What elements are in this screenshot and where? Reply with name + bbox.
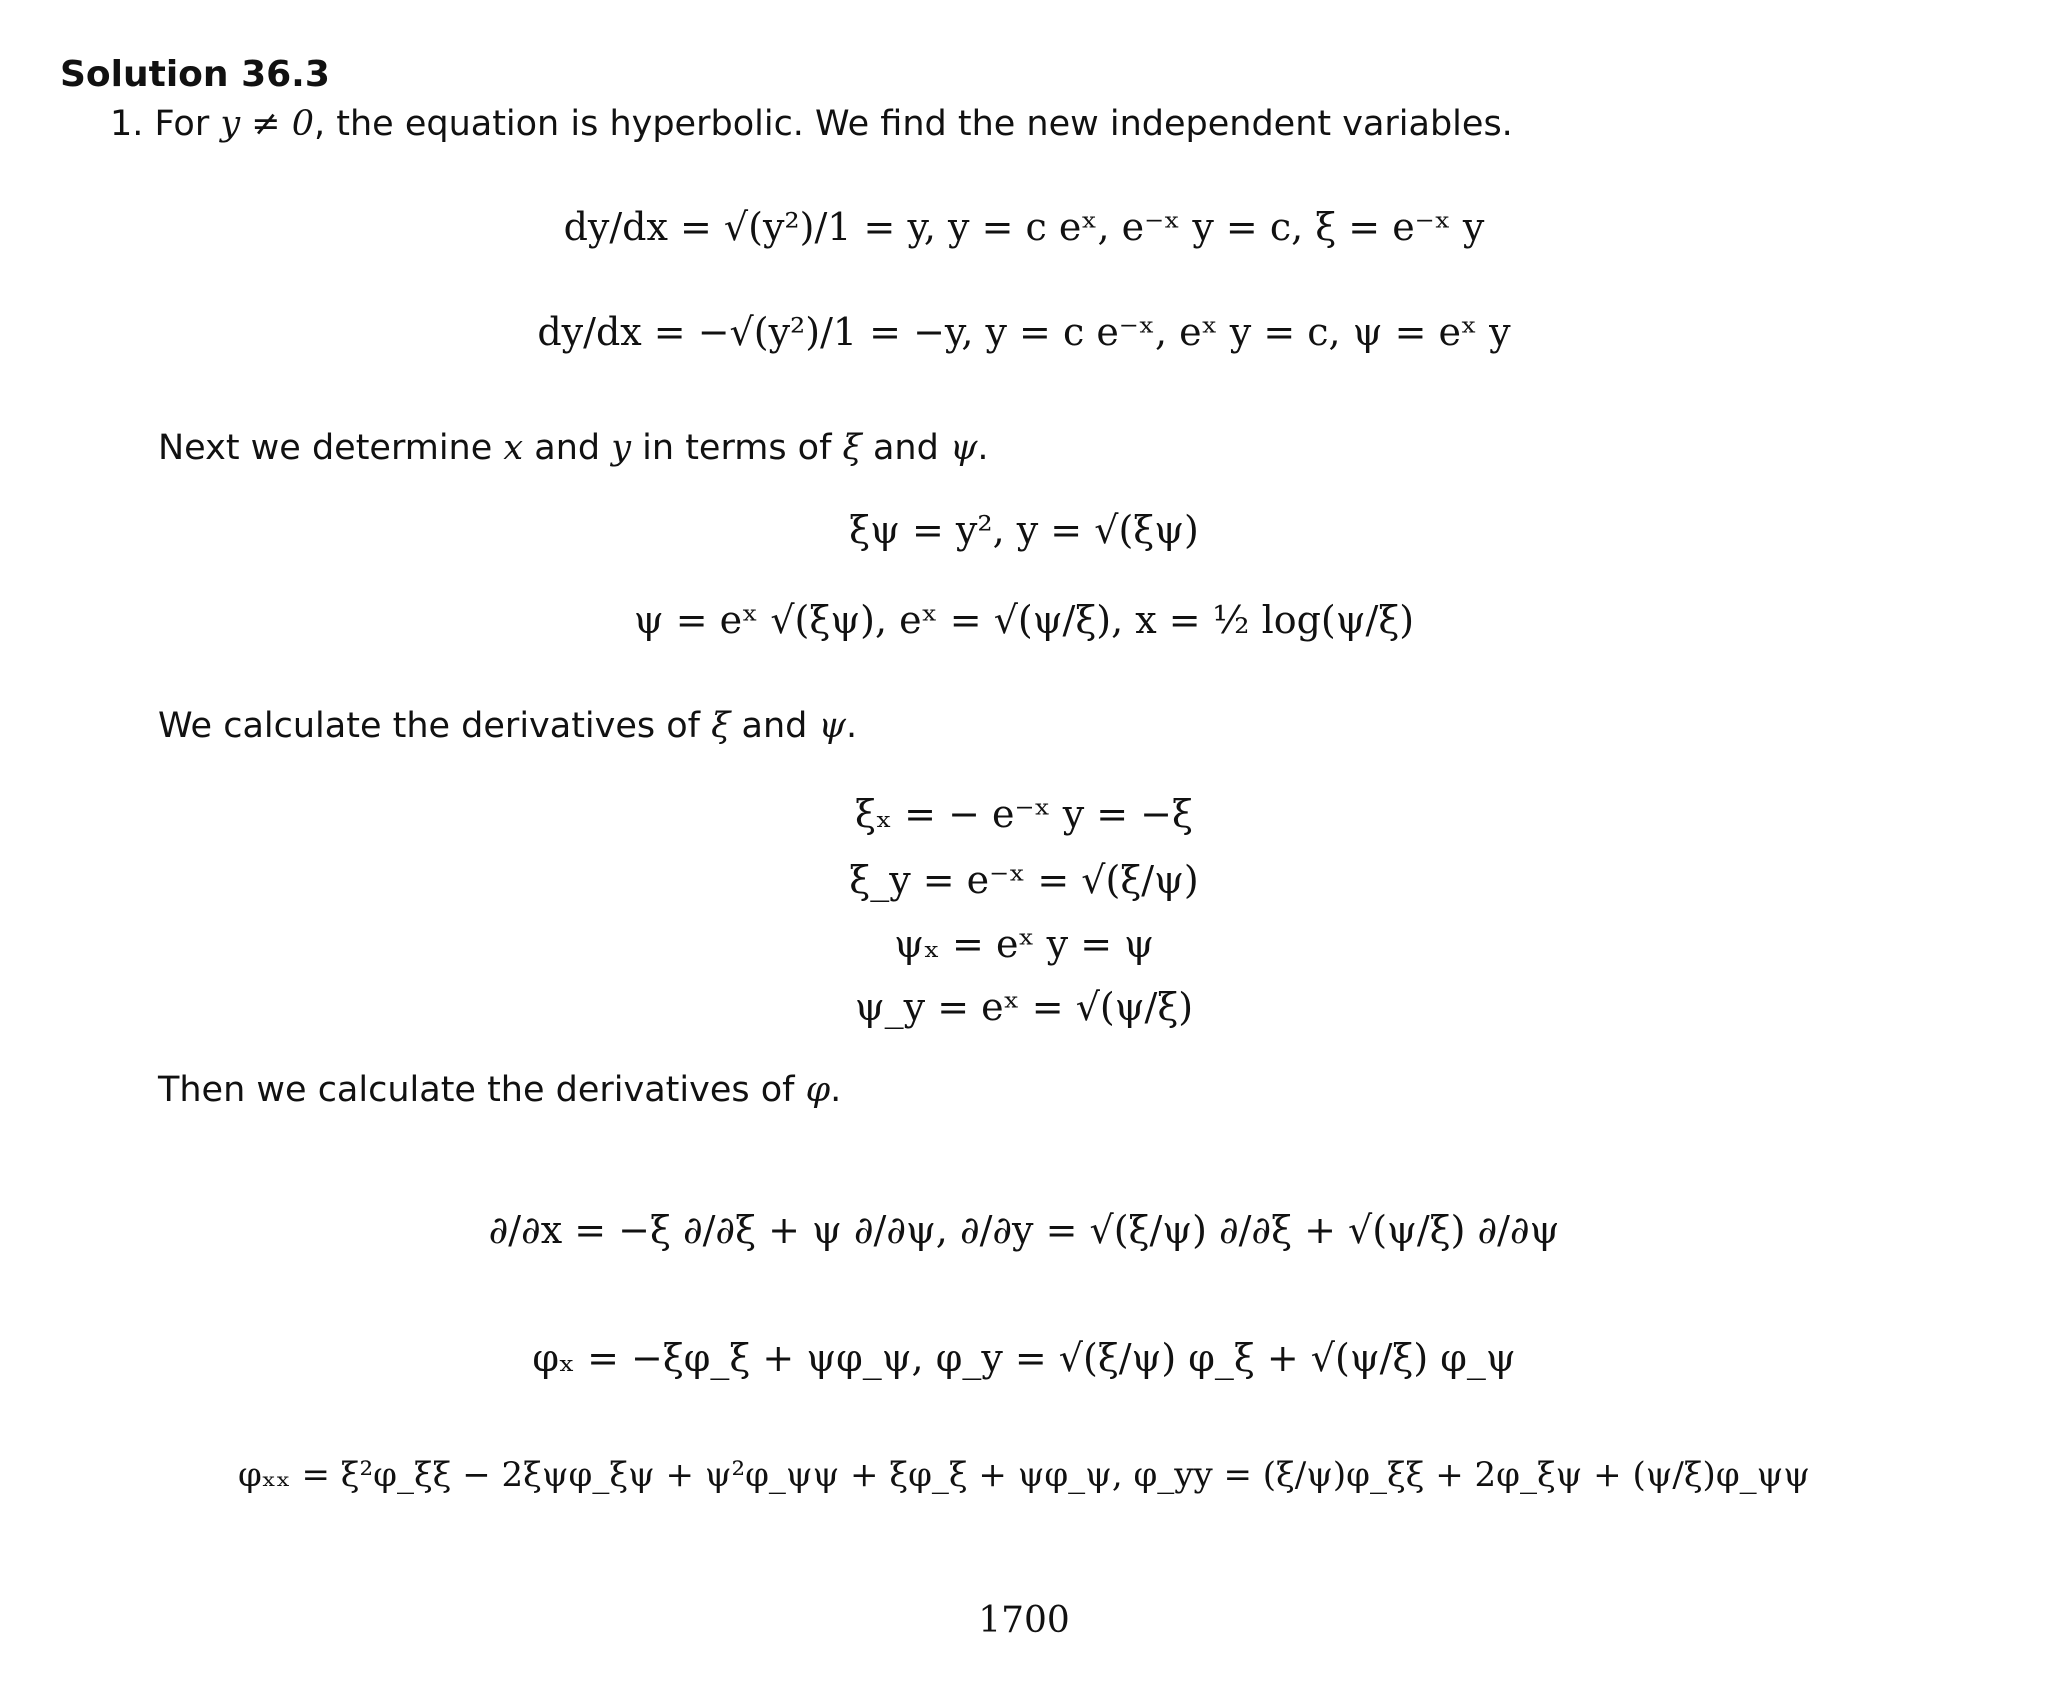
deriv-eq-2: ξ_y = e⁻ˣ = √(ξ/ψ)	[849, 858, 1199, 902]
operator-eq-3: φₓₓ = ξ²φ_ξξ − 2ξψφ_ξψ + ψ²φ_ψψ + ξφ_ξ + ψφ_ψ, φ_yy = (ξ/ψ)φ_ξξ + 2φ_ξψ + (ψ/ξ)φ_ψψ	[238, 1455, 1810, 1495]
operator-eq-1: ∂/∂x = −ξ ∂/∂ξ + ψ ∂/∂ψ, ∂/∂y = √(ξ/ψ) ∂/∂ξ + √(ψ/ξ) ∂/∂ψ	[488, 1208, 1560, 1252]
deriv-eq-3: ψₓ = eˣ y = ψ	[894, 922, 1154, 966]
operator-eq-2: φₓ = −ξφ_ξ + ψφ_ψ, φ_y = √(ξ/ψ) φ_ξ + √(ψ/ξ) φ_ψ	[532, 1336, 1516, 1380]
xy-eq-1: ξψ = y², y = √(ξψ)	[849, 508, 1199, 552]
derivative-line: We calculate the derivatives of ξ and ψ.	[158, 706, 858, 746]
next-line: Next we determine x and y in terms of ξ and ψ.	[158, 428, 989, 468]
intro-line	[110, 104, 1513, 144]
intro-condition: y ≠ 0	[220, 104, 314, 144]
deriv-eq-4: ψ_y = eˣ = √(ψ/ξ)	[854, 985, 1194, 1029]
xy-eq-2: ψ = eˣ √(ξψ), eˣ = √(ψ/ξ), x = ½ log(ψ/ξ)	[633, 598, 1415, 642]
phi-line: Then we calculate the derivatives of φ.	[158, 1070, 842, 1110]
intro-text-1: For	[154, 104, 221, 144]
page-number: 1700	[978, 1600, 1070, 1641]
characteristic-eq-2: dy/dx = −√(y²)/1 = −y, y = c e⁻ˣ, eˣ y = c, ψ = eˣ y	[537, 310, 1511, 354]
intro-text-2: , the equation is hyperbolic. We find the new independent variables.	[314, 104, 1513, 144]
item-number: 1.	[110, 104, 144, 144]
deriv-eq-1: ξₓ = − e⁻ˣ y = −ξ	[855, 792, 1193, 836]
characteristic-eq-1: dy/dx = √(y²)/1 = y, y = c eˣ, e⁻ˣ y = c, ξ = e⁻ˣ y	[563, 205, 1485, 249]
solution-heading: Solution 36.3	[60, 54, 330, 95]
